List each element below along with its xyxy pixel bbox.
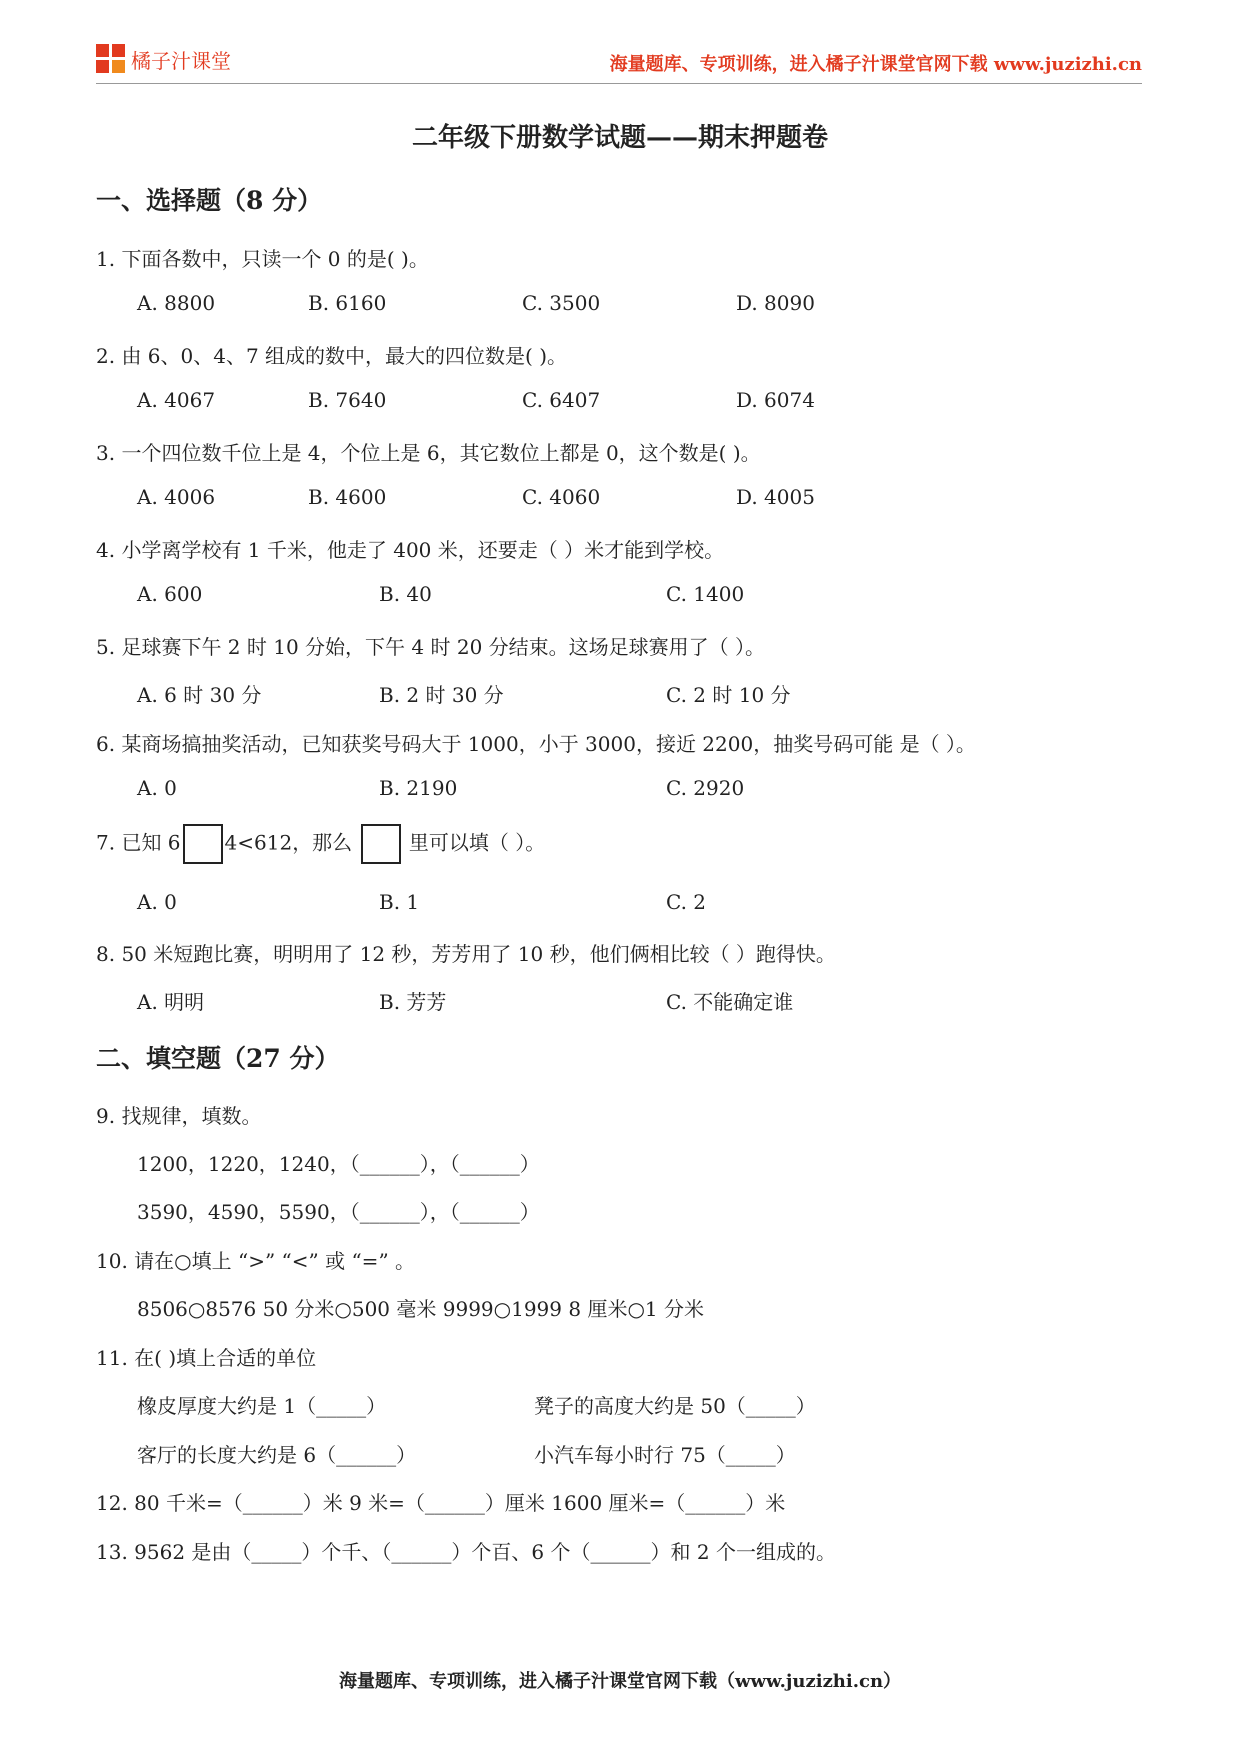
option-a: A. 0 [137, 890, 177, 914]
option-b: B. 2190 [379, 776, 458, 800]
question-2: 2. 由 6、0、4、7 组成的数中，最大的四位数是( )。 [96, 344, 568, 368]
option-a: A. 6 时 30 分 [137, 683, 262, 707]
option-a: A. 明明 [137, 990, 205, 1014]
option-b: B. 4600 [308, 485, 387, 509]
header-link[interactable]: 海量题库、专项训练，进入橘子汁课堂官网下载 www.juzizhi.cn [609, 54, 1142, 75]
logo-icon [96, 44, 126, 74]
option-a: A. 4067 [137, 388, 216, 412]
pattern-row-1: 1200，1220，1240，（______），（______） [137, 1152, 540, 1176]
question-3: 3. 一个四位数千位上是 4，个位上是 6，其它数位上都是 0，这个数是( )。 [96, 441, 761, 465]
question-1: 1. 下面各数中，只读一个 0 的是( )。 [96, 247, 429, 271]
blank-box [183, 824, 223, 864]
section-heading-choice: 一、选择题（8 分） [96, 186, 323, 215]
option-b: B. 6160 [308, 291, 387, 315]
logo-text: 橘子汁课堂 [131, 48, 231, 73]
question-11: 11. 在( )填上合适的单位 [96, 1346, 317, 1370]
option-d: D. 4005 [736, 485, 815, 509]
question-12: 12. 80 千米=（______）米 9 米=（______）厘米 1600 厘米=（______）米 [96, 1491, 786, 1515]
question-13: 13. 9562 是由（_____）个千、（______）个百、6 个（______）和 2 个一组成的。 [96, 1540, 836, 1564]
pattern-row-2: 3590，4590，5590，（______），（______） [137, 1200, 540, 1224]
option-c: C. 6407 [522, 388, 601, 412]
unit-row-2b: 小汽车每小时行 75（_____） [534, 1443, 796, 1467]
option-d: D. 6074 [736, 388, 815, 412]
question-6: 6. 某商场搞抽奖活动，已知获奖号码大于 1000，小于 3000，接近 2200，抽奖号码可能 是（ ）。 [96, 732, 976, 756]
option-c: C. 1400 [666, 582, 745, 606]
section-heading-fill: 二、填空题（27 分） [96, 1044, 340, 1073]
question-7 [96, 824, 545, 864]
header-divider [96, 83, 1142, 84]
unit-row-2a: 客厅的长度大约是 6（______） [137, 1443, 417, 1467]
option-a: A. 0 [137, 776, 177, 800]
option-c: C. 不能确定谁 [666, 990, 794, 1014]
page-title: 二年级下册数学试题——期末押题卷 [411, 123, 828, 153]
question-5: 5. 足球赛下午 2 时 10 分始，下午 4 时 20 分结束。这场足球赛用了（ ）。 [96, 635, 766, 659]
option-c: C. 2 时 10 分 [666, 683, 791, 707]
option-a: A. 4006 [137, 485, 216, 509]
footer-text: 海量题库、专项训练，进入橘子汁课堂官网下载（www.juzizhi.cn） [338, 1671, 902, 1692]
question-7-prefix: 7. 已知 6 [96, 830, 181, 855]
question-10: 10. 请在○填上 “>” “<” 或 “=” 。 [96, 1249, 416, 1273]
option-b: B. 1 [379, 890, 420, 914]
option-a: A. 8800 [137, 291, 216, 315]
option-c: C. 2 [666, 890, 707, 914]
option-d: D. 8090 [736, 291, 815, 315]
option-b: B. 7640 [308, 388, 387, 412]
option-b: B. 2 时 30 分 [379, 683, 504, 707]
option-c: C. 4060 [522, 485, 601, 509]
question-4: 4. 小学离学校有 1 千米，他走了 400 米，还要走（ ）米才能到学校。 [96, 538, 725, 562]
option-c: C. 3500 [522, 291, 601, 315]
logo [96, 44, 231, 74]
option-b: B. 芳芳 [379, 990, 447, 1014]
blank-box [361, 824, 401, 864]
unit-row-1a: 橡皮厚度大约是 1（_____） [137, 1394, 387, 1418]
question-9: 9. 找规律，填数。 [96, 1104, 262, 1128]
question-7-suffix: 里可以填（ ）。 [408, 830, 546, 855]
option-a: A. 600 [137, 582, 203, 606]
option-b: B. 40 [379, 582, 432, 606]
unit-row-1b: 凳子的高度大约是 50（_____） [534, 1394, 816, 1418]
compare-row: 8506○8576 50 分米○500 毫米 9999○1999 8 厘米○1 分米 [137, 1297, 704, 1321]
question-8: 8. 50 米短跑比赛，明明用了 12 秒，芳芳用了 10 秒，他们俩相比较（ ）跑得快。 [96, 942, 836, 966]
question-7-middle: 4<612，那么 [224, 830, 353, 855]
option-c: C. 2920 [666, 776, 745, 800]
